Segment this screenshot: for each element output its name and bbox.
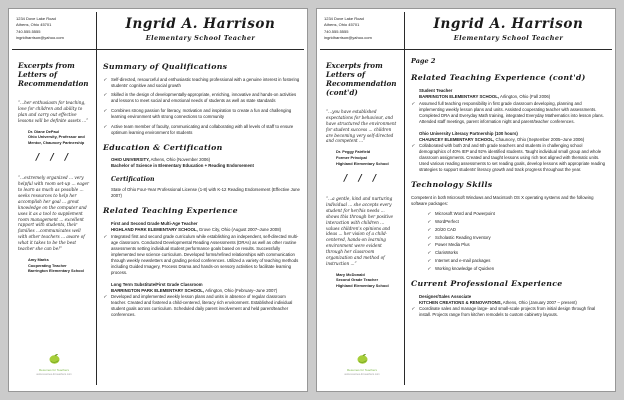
tech-skill-text: ClarisWorks (435, 250, 459, 256)
job-description-text: Coordinate sales and manage large- and small-scale projects from initial design through final install. Projects range from kitchen remodels to custom cabinetry layouts. (419, 306, 596, 318)
job-description (411, 100, 608, 125)
quote-attribution (28, 257, 90, 274)
job-org: BARRINGTON PARK ELEMENTARY SCHOOL, (111, 287, 205, 293)
bullet-text: Self-directed, resourceful and enthusiastic teaching professional with a genuine interest in fostering students' cognitive and social growth (111, 76, 300, 88)
check-icon: ✓ (427, 242, 431, 248)
tech-skill-item (427, 234, 608, 241)
attribution-org: Mentor, Chauncey Partnership (28, 139, 85, 145)
check-icon: ✓ (427, 211, 431, 217)
candidate-name: Ingrid A. Harrison (125, 16, 276, 32)
header-rule (12, 49, 304, 50)
tech-skill-text: Scholastic Reading Inventory (435, 234, 491, 240)
check-icon: ✓ (411, 100, 415, 106)
job-description (411, 143, 608, 173)
header-name-block (97, 16, 304, 42)
contact-address-line: Athens, Ohio 45701 (16, 22, 52, 28)
recommendation-quote: “...her enthusiasm for teaching, love for children and ability to plan and carry out effective lessons will be definite assets ...” (18, 100, 89, 123)
check-icon: ✓ (411, 306, 415, 312)
tech-skill-text: Microsoft Word and Powerpoint (435, 211, 495, 217)
sidebar-recommendations (326, 61, 398, 297)
contact-address-line: 1234 Dove Lake Road (324, 16, 364, 21)
summary-bullet (103, 107, 300, 120)
section-heading-education: Education & Certification (103, 142, 223, 152)
job-description-text: Developed and implemented weekly lesson plans and units in absence of regular classroom teacher. Created and fostered a child-centered, literacy rich environment. Established individual student goals across curriculum. Scheduled daily parent involvement and held parent/teacher conferences. (111, 294, 293, 318)
job-title: Ohio University Literacy Partnership (100 hours) (419, 130, 518, 136)
certification-text: State of Ohio Four-Year Professional License (1-8) with K-12 Reading Endorsement (Effective June 2007) (111, 187, 300, 199)
check-icon: ✓ (427, 258, 431, 264)
school-name: OHIO UNIVERSITY, (111, 157, 150, 163)
tech-skill-item (427, 226, 608, 233)
summary-bullet (103, 123, 300, 136)
section-heading-current-experience: Current Professional Experience (411, 278, 563, 288)
attribution-name: Dr. Diane DePaul (28, 128, 60, 134)
attribution-role: Second Grade Teacher (336, 277, 379, 283)
contact-block (16, 16, 92, 42)
section-heading-summary: Summary of Qualifications (103, 62, 228, 71)
apple-logo-icon (356, 353, 369, 364)
job-location-date: Arlington, Ohio (Fall 2006) (499, 94, 551, 100)
quote-attribution (336, 272, 398, 289)
recommendation-quote: “...a gentle, kind and nurturing individual ... she accepts every student for her/his needs ... shows this through her positive interaction with children ... values children's opinions and ideas ... her vision of a child-centered, hands-on learning environment were evident through her classroom organization and method of instruction ...” (326, 196, 394, 266)
contact-phone: 740.555.5555 (16, 28, 41, 34)
subheading-certification: Certification (111, 176, 155, 184)
recommendation-quote: “...you have established expectations for behaviour, and have structured the environment for student success ... children are becoming very self-directed and competent ...” (326, 109, 397, 144)
resume-page-2 (316, 8, 616, 392)
tech-skill-text: 20/20 CAD (435, 226, 457, 232)
contact-email: ingridharrison@yahoo.com (324, 35, 372, 41)
logo-url: www.resumes-for-teachers.com (344, 372, 380, 376)
page-number-label: Page 2 (411, 57, 436, 65)
logo-text: Resumes for Teachers (347, 367, 377, 372)
sidebar-recommendations (18, 61, 90, 282)
check-icon: ✓ (427, 265, 431, 271)
attribution-role: Ohio University, Professor and (28, 134, 85, 140)
education-entry (111, 157, 300, 169)
summary-bullet (103, 76, 300, 89)
job-org: CHAUNCEY ELEMENTARY SCHOOL, (419, 136, 495, 142)
header-rule (320, 49, 612, 50)
footer-logo (18, 351, 90, 376)
candidate-title: Elementary School Teacher (145, 34, 256, 42)
check-icon: ✓ (103, 233, 107, 239)
tech-skill-item (427, 242, 608, 248)
job-org: KITCHEN CREATIONS & RENOVATIONS, (419, 299, 502, 305)
logo-url: www.resumes-for-teachers.com (36, 372, 72, 376)
contact-address-line: 1234 Dove Lake Road (16, 16, 56, 21)
job-title: Student Teacher (419, 88, 453, 93)
attribution-org: Highland Elementary School (336, 283, 389, 289)
tech-skill-text: Working knowledge of Quicken (435, 265, 495, 271)
tech-skill-text: Power Media Plus (435, 242, 470, 248)
job-title: First and Second Grade Multi-Age Teacher (111, 221, 198, 227)
job-description (103, 294, 300, 318)
check-icon: ✓ (103, 123, 107, 129)
job-location-date: Arlington, Ohio (February–June 2007) (204, 287, 278, 293)
footer-logo (326, 351, 398, 376)
check-icon: ✓ (427, 226, 431, 232)
tech-skill-item (427, 250, 608, 256)
check-icon: ✓ (411, 143, 415, 149)
sidebar-divider (404, 12, 405, 385)
tech-skill-text: WordPerfect (435, 218, 459, 224)
tech-skill-item (427, 258, 608, 264)
logo-text: Resumes for Teachers (39, 367, 69, 372)
technology-intro: Competent in both Microsoft Windows and Macintosh OS X operating systems and the following software packages: (411, 195, 594, 207)
header-name-block (405, 16, 612, 42)
job-title: Designer/Sales Associate (419, 293, 472, 299)
job-description (411, 306, 608, 318)
candidate-title: Elementary School Teacher (453, 34, 564, 42)
job-description-text: Assumed full teaching responsibility in first grade classroom developing, planning and implementing weekly lesson plans and units. Assisted cooperating teacher with assessments. Completed DRA and Everyday Math training, integrated Everyday Mathematics into lesson plans. Attended staff meetings, parent information night and parent/teacher conferences. (419, 100, 604, 124)
job-description-text: Integrated first and second grade curriculum while establishing an independent, self-directed multi-age classroom. Conducted Developmental Reading Assessments (DRAs) as well as other routine assessments setting individual student performance goals based on results. Successfully implemented new science curriculum. Developed forms/refined relationships with communication through weekly newsletters and grading period conferences. Utilized a variety of teaching methods including Guided Imagery, Process Drama and hands-on sensory activities to facilitate learning process. (111, 233, 299, 275)
attribution-name: Amy Marks (28, 256, 49, 262)
summary-bullet (103, 92, 300, 104)
section-heading-experience: Related Teaching Experience (103, 206, 238, 216)
candidate-name: Ingrid A. Harrison (433, 16, 584, 32)
job-description-text: Collaborated with both 2nd and 6th grade teachers and students in challenging school demographics of 40% IEP and 92% identified students. Taught individual small group and whole classroom assignments. Created and taught lessons using rich text aligned with thematic units. Used various reading assessments to set reading goals, develop lessons with appropriate reading strategies to support students' literacy growth and track progress throughout the year. (419, 143, 606, 173)
apple-logo-icon (48, 353, 61, 364)
job-description (103, 233, 300, 276)
job-org: BARRINGTON ELEMENTARY SCHOOL, (419, 94, 500, 100)
degree: Bachelor of Science in Elementary Education + Reading Endorsement (111, 163, 254, 169)
job-entry (103, 281, 300, 319)
attribution-org: Barrington Elementary School (28, 268, 84, 274)
attribution-org: Highland Elementary School (336, 160, 389, 166)
section-heading-experience-contd: Related Teaching Experience (cont'd) (411, 73, 586, 83)
tech-skill-item (427, 265, 608, 272)
contact-block (324, 16, 400, 42)
quote-attribution (28, 129, 90, 146)
page2-main-content (411, 55, 608, 324)
quote-attribution (336, 149, 398, 166)
contact-address-line: Athens, Ohio 45701 (324, 22, 360, 28)
job-title: Long Term Substitute/First Grade Classroom (111, 281, 203, 287)
job-org: HIGHLAND PARK ELEMENTARY SCHOOL, (111, 227, 198, 233)
check-icon: ✓ (103, 92, 107, 98)
bullet-text: Active team member of faculty, communicating and collaborating with all levels of staff to ensure optimum learning environment for students (111, 123, 294, 135)
check-icon: ✓ (103, 294, 107, 300)
attribution-role: Cooperating Teacher (28, 262, 67, 268)
tech-skill-text: Internet and e-mail packages (435, 258, 491, 264)
sidebar-heading: Excerpts from Letters of Recommendation (18, 61, 89, 88)
tech-skill-item (427, 211, 608, 217)
attribution-name: Mary McDonald (336, 271, 365, 277)
contact-phone: 740.555.5555 (324, 28, 349, 34)
bullet-text: Skilled in the design of developmentally-appropriate, enriching, innovative and hands-on activities and lessons to meet social and emotional needs of students as well as state standards (111, 92, 297, 104)
job-entry (411, 293, 608, 319)
check-icon: ✓ (427, 218, 431, 224)
job-entry (411, 88, 608, 125)
check-icon: ✓ (103, 107, 107, 113)
recommendation-quote: “...extremely organized ... very helpful with room set-up ... eager to learn as much as possible ... seeks resources to help her accomplish her goal ... great knowledge on the computer and uses it as a tool to supplement room management ... excellent rapport with students, their families ...communicates well with other teachers ... aware of what it takes to be the best teacher she can be!” (18, 175, 89, 251)
tech-skill-item (427, 218, 608, 225)
sidebar-divider (96, 12, 97, 385)
bullet-text: Combines strong passion for literacy, motivation and inspiration to create a fun and challenging learning environment with strong connections to community (111, 107, 292, 119)
attribution-name: Dr. Peggy Fairfield (336, 149, 371, 155)
section-heading-technology: Technology Skills (411, 180, 493, 190)
resume-page-1 (8, 8, 308, 392)
job-location-date: Grove City, Ohio (August 2007–June 2008) (197, 227, 282, 233)
pen-marks-icon: / / / (35, 153, 73, 164)
job-entry (103, 221, 300, 276)
sidebar-heading: Excerpts from Letters of Recommendation (cont'd) (326, 61, 397, 97)
school-location-date: Athens, Ohio (November 2006) (149, 157, 211, 163)
attribution-role: Former Principal (336, 154, 367, 160)
pen-marks-icon: / / / (343, 174, 381, 185)
contact-email: ingridharrison@yahoo.com (16, 35, 64, 41)
check-icon: ✓ (103, 76, 107, 82)
job-location-date: Athens, Ohio (January 2007 – present) (501, 299, 577, 305)
page1-main-content (103, 55, 300, 324)
check-icon: ✓ (427, 234, 431, 240)
check-icon: ✓ (427, 250, 431, 256)
job-location-date: Chauncey, Ohio (September 2005–June 2006) (494, 136, 585, 142)
job-entry (411, 130, 608, 174)
